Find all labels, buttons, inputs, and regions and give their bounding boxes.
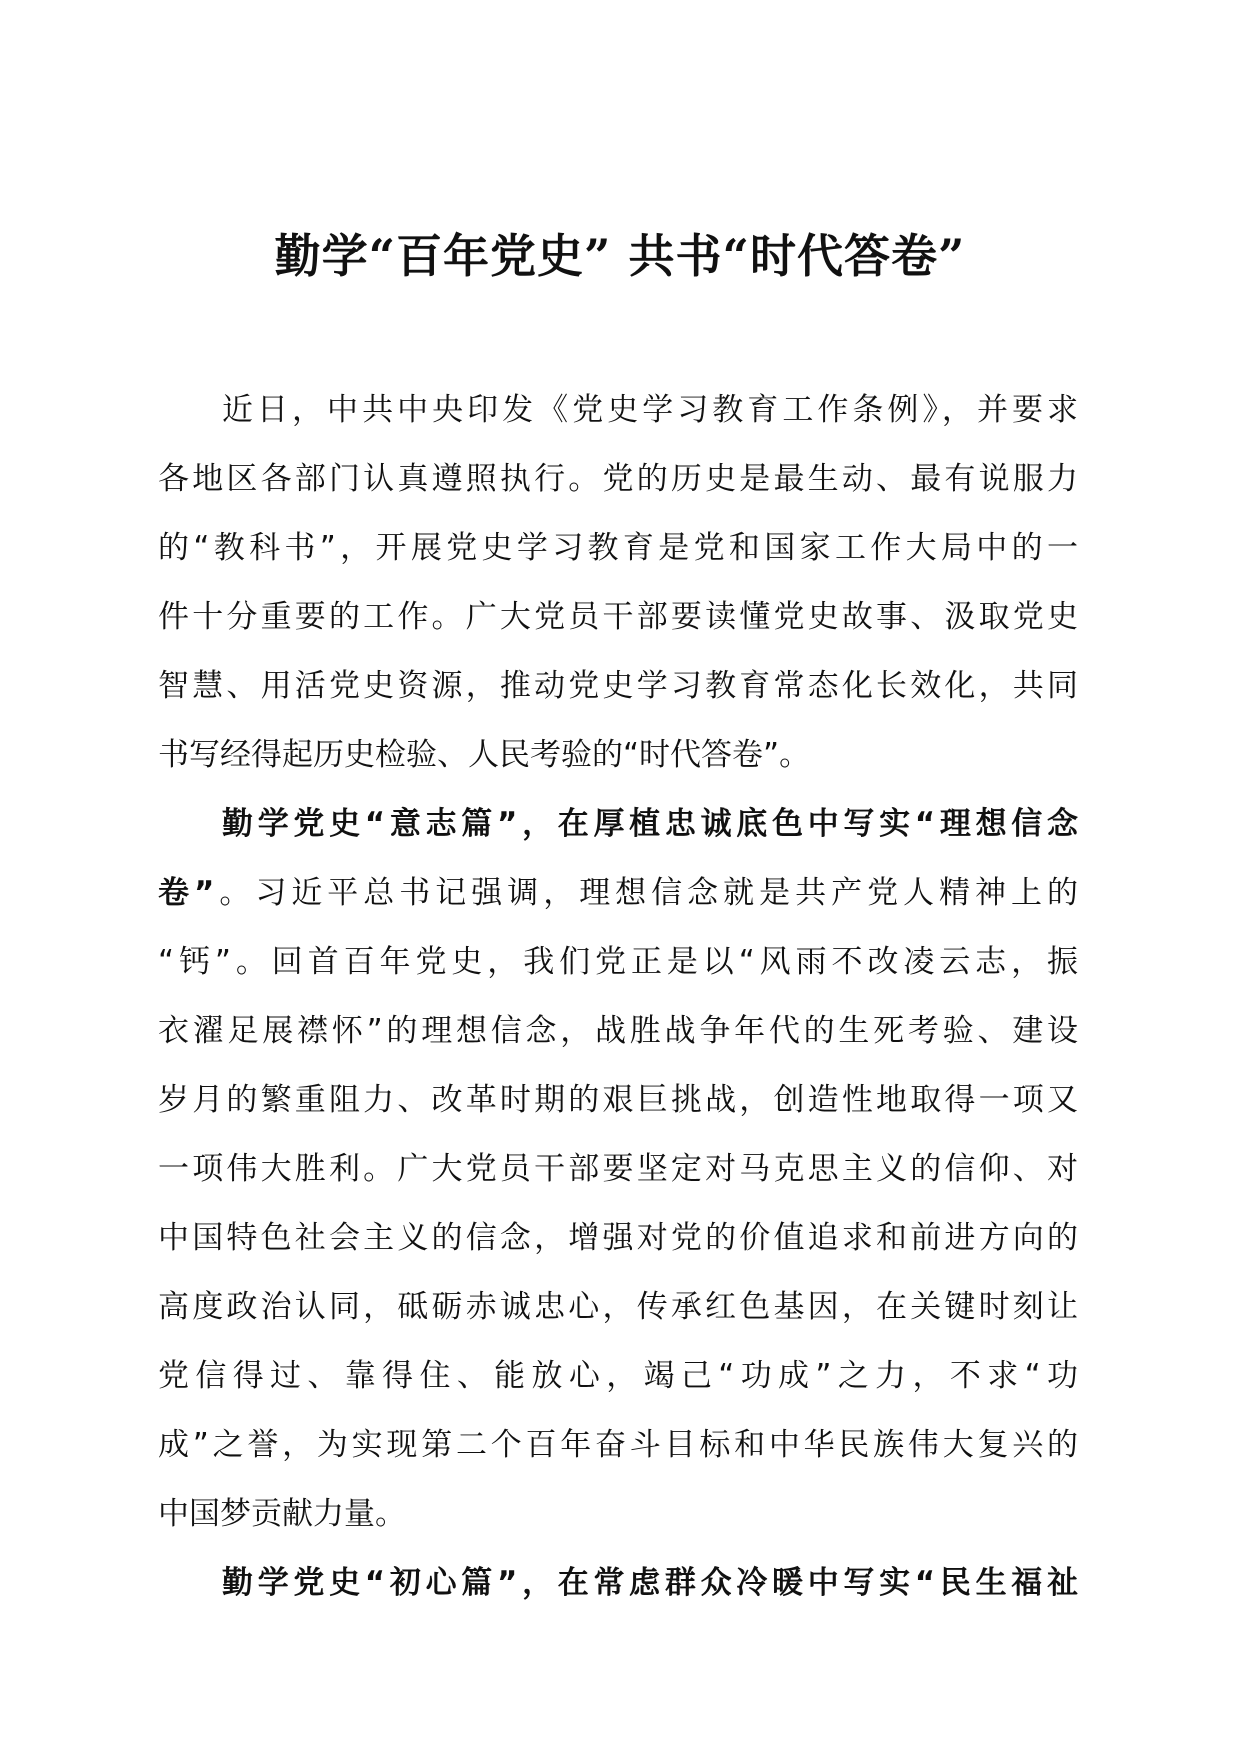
text-line: 近日，中共中央印发《党史学习教育工作条例》，并要求 — [222, 392, 1078, 428]
text-line: 书写经得起历史检验、人民考验的“时代答卷”。 — [158, 737, 811, 773]
text-line: 高度政治认同，砥砺赤诚忠心，传承红色基因，在关键时刻让 — [158, 1289, 1078, 1325]
paragraph — [158, 376, 1078, 790]
text-line: 一项伟大胜利。广大党员干部要坚定对马克思主义的信仰、对 — [158, 1151, 1078, 1187]
text-line: 件十分重要的工作。广大党员干部要读懂党史故事、汲取党史 — [158, 599, 1078, 635]
text-line: 成”之誉，为实现第二个百年奋斗目标和中华民族伟大复兴的 — [158, 1427, 1078, 1463]
text-line: 的“教科书”，开展党史学习教育是党和国家工作大局中的一 — [158, 530, 1078, 566]
text-run: 。习近平总书记强调，理想信念就是共产党人精神上的 — [214, 875, 1078, 911]
text-line: 岁月的繁重阻力、改革时期的艰巨挑战，创造性地取得一项又 — [158, 1082, 1078, 1118]
section-heading: 卷” — [158, 875, 215, 911]
document-body — [158, 376, 1078, 1618]
section-heading: 勤学党史“意志篇”，在厚植忠诚底色中写实“理想信念 — [222, 806, 1078, 842]
text-line — [158, 1549, 1078, 1618]
text-line: 党信得过、靠得住、能放心，竭己“功成”之力，不求“功 — [158, 1358, 1078, 1394]
text-line: 智慧、用活党史资源，推动党史学习教育常态化长效化，共同 — [158, 668, 1078, 704]
text-line: 中国特色社会主义的信念，增强对党的价值追求和前进方向的 — [158, 1220, 1078, 1256]
section-heading: 勤学党史“初心篇”，在常虑群众冷暖中写实“民生福祉 — [222, 1565, 1078, 1601]
text-line — [158, 790, 1078, 859]
text-line — [158, 859, 1078, 928]
text-line: 中国梦贡献力量。 — [158, 1496, 406, 1532]
paragraph — [158, 1549, 1078, 1618]
text-line: “钙”。回首百年党史，我们党正是以“风雨不改凌云志，振 — [158, 944, 1078, 980]
paragraph — [158, 790, 1078, 1549]
document-title: 勤学“百年党史” 共书“时代答卷” — [274, 229, 966, 283]
text-line: 衣濯足展襟怀”的理想信念，战胜战争年代的生死考验、建设 — [158, 1013, 1078, 1049]
text-line: 各地区各部门认真遵照执行。党的历史是最生动、最有说服力 — [158, 461, 1078, 497]
